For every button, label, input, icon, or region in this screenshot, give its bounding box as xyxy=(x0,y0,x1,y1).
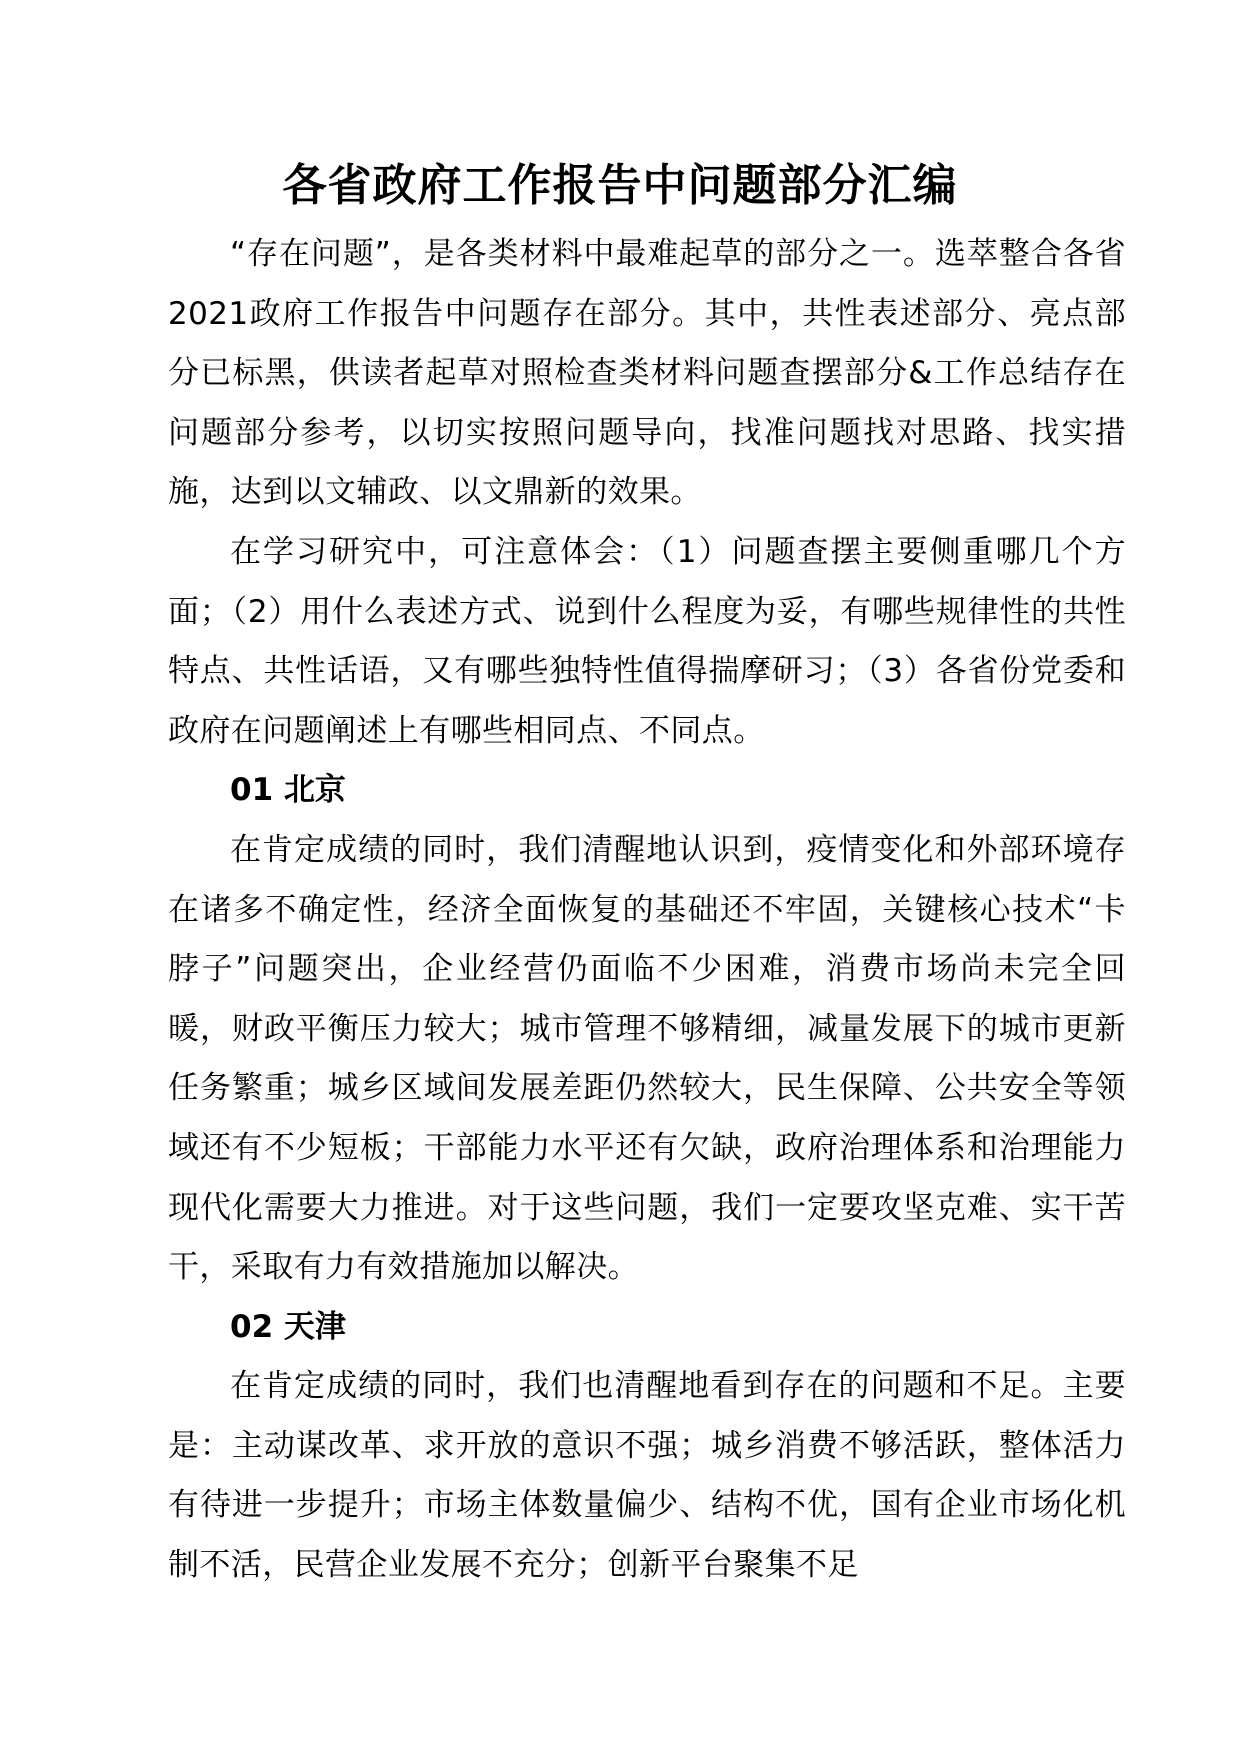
section-heading-beijing: 01 北京 xyxy=(230,772,346,809)
document-body xyxy=(168,225,1126,1596)
section-heading-tianjin: 02 天津 xyxy=(230,1308,346,1345)
section-text-tianjin: 在肯定成绩的同时，我们也清醒地看到存在的问题和不足。主要是：主动谋改革、求开放的意识不强；城乡消费不够活跃，整体活力有待进一步提升；市场主体数量偏少、结构不优，国有企业市场化机制不活，民营企业发展不充分；创新平台聚集不足 xyxy=(168,1368,1126,1584)
intro-paragraph-1: “存在问题”，是各类材料中最难起草的部分之一。选萃整合各省2021政府工作报告中问题存在部分。其中，共性表述部分、亮点部分已标黑，供读者起草对照检查类材料问题查摆部分&工作总结存在问题部分参考，以切实按照问题导向，找准问题找对思路、找实措施，达到以文辅政、以文鼎新的效果。 xyxy=(168,236,1126,511)
document-title: 各省政府工作报告中问题部分汇编 xyxy=(282,160,958,211)
section-text-beijing: 在肯定成绩的同时，我们清醒地认识到，疫情变化和外部环境存在诸多不确定性，经济全面恢复的基础还不牢固，关键核心技术“卡脖子”问题突出，企业经营仍面临不少困难，消费市场尚未完全回暖，财政平衡压力较大；城市管理不够精细，减量发展下的城市更新任务繁重；城乡区域间发展差距仍然较大，民生保障、公共安全等领域还有不少短板；干部能力水平还有欠缺，政府治理体系和治理能力现代化需要大力推进。对于这些问题，我们一定要攻坚克难、实干苦干，采取有力有效措施加以解决。 xyxy=(168,831,1126,1286)
intro-paragraph-2: 在学习研究中，可注意体会：（1）问题查摆主要侧重哪几个方面；（2）用什么表述方式、说到什么程度为妥，有哪些规律性的共性特点、共性话语，又有哪些独特性值得揣摩研习；（3）各省份党委和政府在问题阐述上有哪些相同点、不同点。 xyxy=(168,533,1126,749)
